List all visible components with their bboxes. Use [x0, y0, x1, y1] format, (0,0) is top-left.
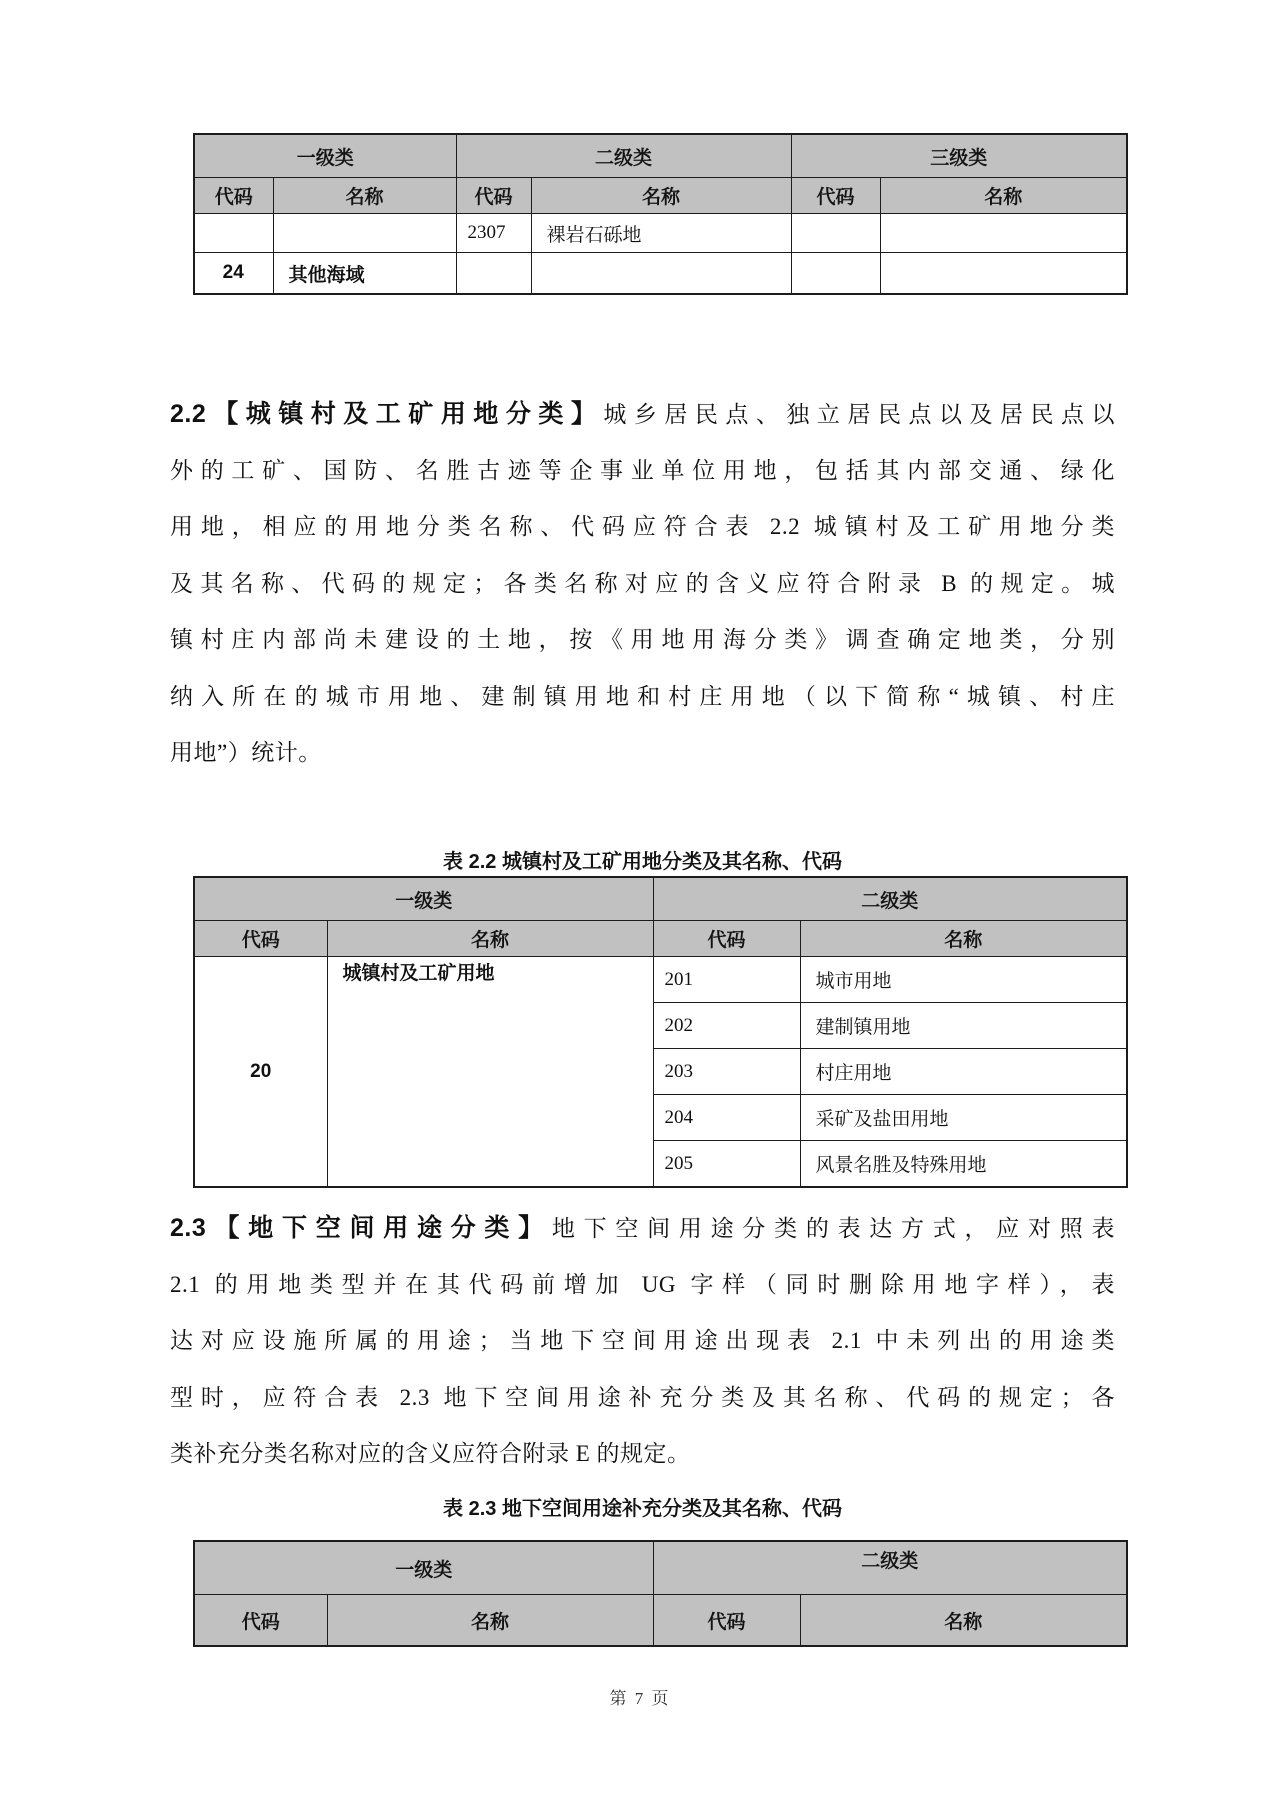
paragraph-line: 用地，相应的用地分类名称、代码应符合表 2.2 城镇村及工矿用地分类 — [170, 514, 1115, 539]
table-row — [194, 1541, 1127, 1595]
table-row — [194, 877, 1127, 921]
l2-code-cell — [456, 253, 531, 295]
l1-name-cell — [273, 214, 456, 253]
name-column-header: 名称 — [327, 1595, 653, 1647]
secondary-name-cell: 城市用地 — [800, 957, 1127, 1003]
level1-header — [194, 1541, 653, 1595]
table-row — [194, 921, 1127, 957]
code-column-header: 代码 — [653, 1595, 800, 1647]
level1-header: 一级类 — [194, 134, 456, 178]
section-2-2-heading: 2.2【城镇村及工矿用地分类】 — [170, 400, 604, 428]
secondary-code-cell: 204 — [653, 1095, 800, 1141]
secondary-code-cell: 202 — [653, 1003, 800, 1049]
level1-header: 一级类 — [194, 877, 653, 921]
secondary-name-cell: 采矿及盐田用地 — [800, 1095, 1127, 1141]
name-column-header: 名称 — [880, 178, 1127, 214]
primary-code-cell: 20 — [194, 957, 327, 1188]
level2-header-label: 二级类 — [861, 1550, 919, 1572]
page-number: 第 7 页 — [609, 1689, 671, 1708]
secondary-name-cell: 风景名胜及特殊用地 — [800, 1141, 1127, 1188]
l2-code-cell: 2307 — [456, 214, 531, 253]
code-column-header: 代码 — [194, 921, 327, 957]
paragraph-line — [170, 1200, 1115, 1257]
name-column-header: 名称 — [327, 921, 653, 957]
l1-code-cell: 24 — [194, 253, 273, 295]
section-2-2-paragraph — [170, 386, 1115, 782]
level3-header: 三级类 — [791, 134, 1127, 178]
paragraph-line: 型时，应符合表 2.3 地下空间用途补充分类及其名称、代码的规定；各 — [170, 1384, 1115, 1410]
secondary-code-cell: 205 — [653, 1141, 800, 1188]
table-2-2-caption: 表 2.2 城镇村及工矿用地分类及其名称、代码 — [443, 851, 842, 873]
l3-name-cell — [880, 253, 1127, 295]
l2-name-cell — [531, 253, 791, 295]
table-row — [194, 214, 1127, 253]
paragraph-line: 2.1 的用地类型并在其代码前增加 UG 字样（同时删除用地字样），表 — [170, 1271, 1115, 1297]
secondary-code-cell: 201 — [653, 957, 800, 1003]
paragraph-line: 类补充分类名称对应的含义应符合附录 E 的规定。 — [170, 1441, 691, 1466]
level2-header — [653, 1541, 1127, 1595]
l3-code-cell — [791, 253, 880, 295]
paragraph-line: 外的工矿、国防、名胜古迹等企事业单位用地，包括其内部交通、绿化 — [170, 457, 1115, 483]
section-2-3-paragraph — [170, 1200, 1115, 1483]
level1-header-label: 一级类 — [395, 1559, 453, 1581]
paragraph-line — [170, 386, 1115, 443]
paragraph-text: 地下空间用途分类的表达方式，应对照表 — [551, 1216, 1115, 1241]
code-column-header: 代码 — [653, 921, 800, 957]
table-row — [194, 178, 1127, 214]
l1-name-cell: 其他海域 — [273, 253, 456, 295]
l1-code-cell — [194, 214, 273, 253]
paragraph-line: 镇村庄内部尚未建设的土地，按《用地用海分类》调查确定地类，分别 — [170, 627, 1115, 652]
paragraph-text: 城乡居民点、独立居民点以及居民点以 — [603, 402, 1116, 427]
secondary-name-cell: 建制镇用地 — [800, 1003, 1127, 1049]
table-2-3 — [193, 1540, 1126, 1647]
table-row — [194, 253, 1127, 295]
secondary-name-cell: 村庄用地 — [800, 1049, 1127, 1095]
name-column-header: 名称 — [800, 921, 1127, 957]
paragraph-line: 用地”）统计。 — [170, 740, 322, 765]
code-column-header: 代码 — [194, 1595, 327, 1647]
land-class-continuation-table — [193, 133, 1126, 295]
table-row — [194, 957, 1127, 1003]
paragraph-line: 及其名称、代码的规定；各类名称对应的含义应符合附录 B 的规定。城 — [170, 570, 1115, 596]
l2-name-cell: 裸岩石砾地 — [531, 214, 791, 253]
l3-code-cell — [791, 214, 880, 253]
name-column-header: 名称 — [273, 178, 456, 214]
name-column-header: 名称 — [800, 1595, 1127, 1647]
section-2-3-heading: 2.3【地下空间用途分类】 — [170, 1214, 552, 1242]
table-2-2 — [193, 876, 1126, 1188]
primary-name-cell: 城镇村及工矿用地 — [327, 957, 653, 1188]
paragraph-line: 达对应设施所属的用途；当地下空间用途出现表 2.1 中未列出的用途类 — [170, 1328, 1116, 1353]
l3-name-cell — [880, 214, 1127, 253]
table-2-3-caption: 表 2.3 地下空间用途补充分类及其名称、代码 — [443, 1498, 842, 1520]
code-column-header: 代码 — [194, 178, 273, 214]
name-column-header: 名称 — [531, 178, 791, 214]
paragraph-line: 纳入所在的城市用地、建制镇用地和村庄用地（以下简称“城镇、村庄 — [170, 683, 1115, 709]
table-row — [194, 134, 1127, 178]
level2-header: 二级类 — [653, 877, 1127, 921]
secondary-code-cell: 203 — [653, 1049, 800, 1095]
code-column-header: 代码 — [456, 178, 531, 214]
level2-header: 二级类 — [456, 134, 791, 178]
code-column-header: 代码 — [791, 178, 880, 214]
table-row — [194, 1595, 1127, 1647]
